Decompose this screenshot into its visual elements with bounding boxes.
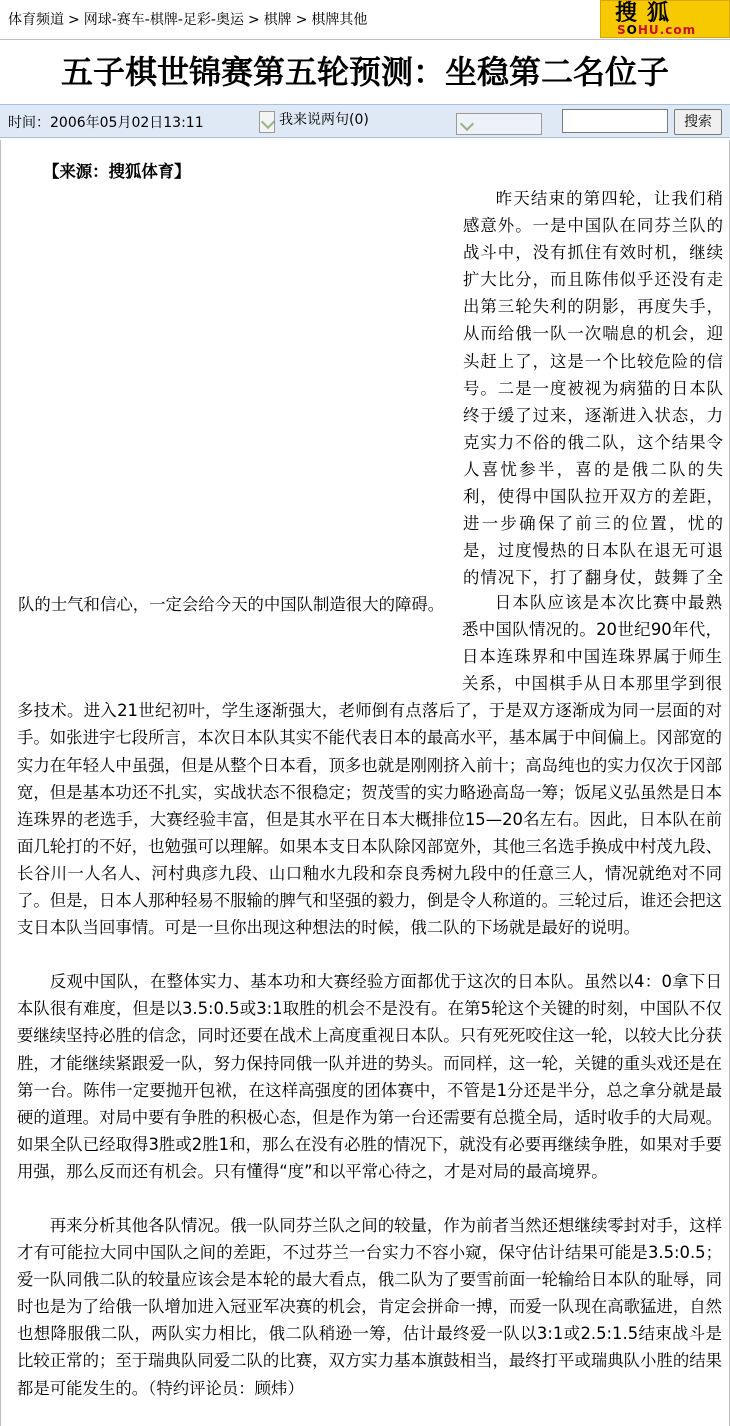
breadcrumb-sports[interactable]: 体育频道 [8,12,64,28]
logo-en-rest: HU.com [637,23,697,37]
publish-time: 时间：2006年05月02日13:11 [8,115,204,131]
breadcrumb-separator: > [68,12,80,28]
logo-text-en [617,24,696,36]
logo-en-prefix: S [617,23,627,37]
comment-link-label: 我来说两句(0) [279,112,369,128]
info-bar [0,104,730,138]
comment-link[interactable] [259,111,369,133]
top-bar [0,0,730,40]
article-text [18,185,723,619]
ad-banner-placeholder[interactable] [456,113,542,135]
breadcrumb-chess-other[interactable]: 棋牌其他 [311,12,368,28]
search-input[interactable] [562,109,668,133]
breadcrumb [8,11,367,29]
paragraph-4: 再来分析其他各队情况。俄一队同芬兰队之间的较量，作为前者当然还想继续零封对手，这样才有可能拉大同中国队之间的差距，不过芬兰一台实力不容小窥，保守估计结果可能是3.5:0.5；爱一队同俄二队的较量应该会是本轮的最大看点，俄二队为了要雪前面一轮输给日本队的耻辱，同时也是为了给俄一队增加进入冠亚军决赛的机会，肯定会拼命一搏，而爱一队现在高歌猛进，自然也想降服俄二队，两队实力相比，俄二队稍逊一筹，估计最终爱一队以3:1或2.5:1.5结束战斗是比较正常的；至于瑞典队同爱二队的比赛，双方实力基本旗鼓相当，最终打平或瑞典队小胜的结果都是可能发生的。（特约评论员：顾炜） [17,1215,722,1398]
search-button[interactable]: 搜索 [674,109,722,135]
breadcrumb-separator: > [247,12,260,28]
logo-en-o: O [626,23,638,37]
paragraph-3: 反观中国队，在整体实力、基本功和大赛经验方面都优于这次的日本队。虽然以4：0拿下日本队很有难度，但是以3.5:0.5或3:1取胜的机会不是没有。在第5轮这个关键的时刻，中国队不仅要继续坚持必胜的信念，同时还要在战术上高度重视日本队。只有死死咬住这一轮，以较大比分获胜，才能继续紧跟爱一队，努力保持同俄一队并进的势头。而同样，这一轮，关键的重头戏还是在第一台。陈伟一定要抛开包袱，在这样高强度的团体赛中，不管是1分还是半分，总之拿分就是最硬的道理。对局中要有争胜的积极心态，但是作为第一台还需要有总揽全局，适时收手的大局观。如果全队已经取得3胜或2胜1和，那么在没有必胜的情况下，就没有必要再继续争胜，如果对手要用强，那么反而还有机会。只有懂得“度”和以平常心待之，才是对局的最高境界。 [17,972,722,1181]
article-title: 五子棋世锦赛第五轮预测：坐稳第二名位子 [60,53,669,91]
paragraph-1-text: 昨天结束的第四轮，让我们稍感意外。一是中国队在同芬兰队的战斗中，没有抓住有效时机，继续扩大比分，而且陈伟似乎还没有走出第三轮失利的阴影，再度失手，从而给俄一队一次喘息的机会，迎头赶上了，这是一个比较危险的信号。二是一度被视为病猫的日本队终于缓了过来，逐渐进入状态，力克实力不俗的俄二队，这个结果令人喜忧参半，喜的是俄二队的失利，使得中国队拉开双方的差距，进一步确保了前三的位置，忧的是，过度慢热的日本队在退无可退的情况下，打了翻身仗，鼓舞了全队的士气和信心，一定会给今天的中国队制造很大的障碍。 [18,189,723,615]
breadcrumb-separator: > [295,12,308,28]
paragraph-2: 日本队应该是本次比赛中最熟悉中国队情况的。20世纪90年代，日本连珠界和中国连珠界属于师生关系，中国棋手从日本那里学到很多技术。进入21世纪初叶，学生逐渐强大，老师倒有点落后了，于是双方逐渐成为同一层面的对手。如张进宇七段所言，本次日本队其实不能代表日本的最高水平，基本属于中间偏上。冈部宽的实力在年轻人中虽强，但是从整个日本看，顶多也就是刚刚挤入前十；高岛纯也的实力仅次于冈部宽，但是基本功还不扎实，实战状态不很稳定；贺茂雪的实力略逊高岛一筹；饭尾义弘虽然是日本连珠界的老选手，大赛经验丰富，但是其水平在日本大概排位15—20名左右。因此，日本队在前面几轮打的不好，也勉强可以理解。如果本支日本队除冈部宽外，其他三名选手换成中村茂九段、长谷川一人名人、河村典彦九段、山口釉水九段和奈良秀树九段中的任意三人，情况就绝对不同了。但是，日本人那种轻易不服输的脾气和坚强的毅力，倒是令人称道的。三轮过后，谁还会把这支日本队当回事情。可是一旦你出现这种想法的时候，俄二队的下场就是最好的说明。 [17,593,722,938]
logo-text-cn: 搜狐 [615,1,680,26]
header-divider [0,39,730,40]
article-source: 【来源：搜狐体育】 [43,162,191,181]
sohu-logo[interactable] [600,0,730,38]
image-float-area [18,266,463,566]
breadcrumb-chess[interactable]: 棋牌 [263,12,292,28]
image-float-area [17,589,462,697]
broken-image-icon [459,114,475,136]
article-text-lower [17,589,722,1402]
comment-icon [259,111,275,133]
breadcrumb-tennis-racing-chess[interactable]: 网球-赛车-棋牌-足彩-奥运 [83,12,244,28]
